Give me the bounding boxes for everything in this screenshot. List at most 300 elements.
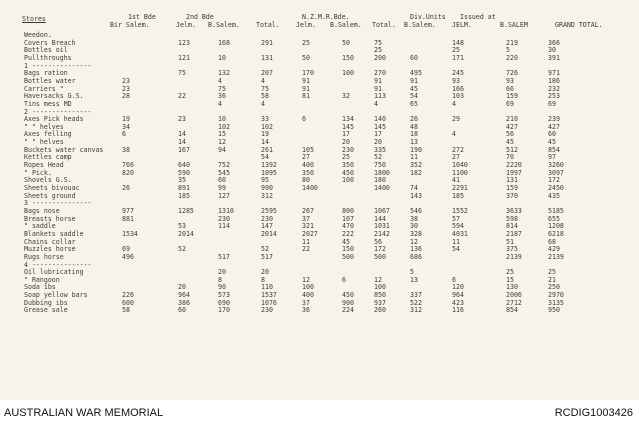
table-cell: 38 xyxy=(122,145,130,154)
table-cell: 6 xyxy=(452,275,456,284)
table-cell: 140 xyxy=(374,115,386,124)
table-cell: 312 xyxy=(261,191,273,200)
table-cell: 131 xyxy=(261,53,273,62)
grand-total-heading: GRAND TOTAL. xyxy=(555,21,603,29)
table-cell: 25 xyxy=(506,268,514,277)
table-cell: 250 xyxy=(548,283,560,292)
archive-id: RCDIG1003426 xyxy=(554,407,633,419)
table-cell: 752 xyxy=(218,161,230,170)
table-cell: 977 xyxy=(122,206,134,215)
table-cell: 57 xyxy=(452,214,460,223)
table-cell: 170 xyxy=(218,306,230,315)
table-cell: 8 xyxy=(218,275,222,284)
table-cell: 950 xyxy=(548,306,560,315)
table-cell: 4 xyxy=(261,76,265,85)
table-cell: 200 xyxy=(374,53,386,62)
table-cell: 260 xyxy=(374,306,386,315)
table-cell: 230 xyxy=(261,306,273,315)
table-cell: 48 xyxy=(410,122,418,131)
table-cell: 29 xyxy=(452,115,460,124)
table-cell: 75 xyxy=(374,38,382,47)
table-cell: 56 xyxy=(374,237,382,246)
table-cell: 386 xyxy=(178,298,190,307)
table-cell: 26 xyxy=(410,115,418,124)
table-cell: 4 xyxy=(218,99,222,108)
table-cell: 99 xyxy=(218,184,226,192)
table-cell: 12 xyxy=(218,138,226,147)
table-cell: 150 xyxy=(342,245,354,254)
table-cell: 3260 xyxy=(548,161,564,170)
row-label: Shovels G.S. xyxy=(24,176,72,185)
row-label: Carriers " xyxy=(24,84,64,93)
table-cell: 21 xyxy=(548,275,556,284)
table-cell: 820 xyxy=(122,168,134,177)
table-cell: 230 xyxy=(342,145,354,154)
table-cell: 91 xyxy=(302,84,310,93)
table-cell: 5 xyxy=(410,268,414,277)
table-cell: 590 xyxy=(178,168,190,177)
column-header: B.Salem. xyxy=(330,21,362,29)
table-cell: 2006 xyxy=(506,291,522,300)
table-cell: 66 xyxy=(506,84,514,93)
row-label: Breasts horse xyxy=(24,214,76,223)
row-label: 4 --------------- xyxy=(24,260,92,269)
table-cell: 36 xyxy=(218,92,226,101)
table-cell: 93 xyxy=(452,76,460,85)
table-cell: 105 xyxy=(302,145,314,154)
row-label: 3 --------------- xyxy=(24,199,92,208)
row-label: Bags ration xyxy=(24,69,68,78)
table-cell: 350 xyxy=(302,168,314,177)
table-cell: 1031 xyxy=(374,222,390,231)
table-cell: 6 xyxy=(302,115,306,124)
table-cell: 32 xyxy=(342,92,350,101)
table-cell: 400 xyxy=(302,291,314,300)
table-cell: 545 xyxy=(218,168,230,177)
table-cell: 65 xyxy=(410,99,418,108)
row-label: Buckets water canvas xyxy=(24,145,104,154)
table-cell: 6 xyxy=(122,130,126,139)
table-cell: 91 xyxy=(410,76,418,85)
table-cell: 68 xyxy=(548,237,556,246)
table-cell: 120 xyxy=(452,283,464,292)
table-cell: 726 xyxy=(506,69,518,78)
table-cell: 891 xyxy=(178,184,190,192)
table-cell: 8 xyxy=(261,275,265,284)
table-cell: 2970 xyxy=(548,291,564,300)
table-cell: 375 xyxy=(506,245,518,254)
row-label: Ropes Head xyxy=(24,161,64,170)
table-cell: 53 xyxy=(178,222,186,231)
table-cell: 854 xyxy=(548,145,560,154)
table-cell: 95 xyxy=(261,176,269,185)
table-cell: 45 xyxy=(506,138,514,147)
table-cell: 814 xyxy=(506,222,518,231)
table-cell: 766 xyxy=(122,161,134,170)
table-cell: 60 xyxy=(410,53,418,62)
table-cell: 1537 xyxy=(261,291,277,300)
table-cell: 2187 xyxy=(506,229,522,238)
row-label: Soda ibs xyxy=(24,283,56,292)
table-cell: 20 xyxy=(218,268,226,277)
table-cell: 2595 xyxy=(261,206,277,215)
table-cell: 1310 xyxy=(218,206,234,215)
row-label: Covers Breach xyxy=(24,38,76,47)
table-cell: 224 xyxy=(342,306,354,315)
table-cell: 27 xyxy=(452,153,460,162)
table-cell: 168 xyxy=(218,38,230,47)
table-cell: 145 xyxy=(374,122,386,131)
table-cell: 2014 xyxy=(261,229,277,238)
table-cell: 20 xyxy=(178,283,186,292)
table-cell: 937 xyxy=(374,298,386,307)
table-cell: 750 xyxy=(374,161,386,170)
table-cell: 10 xyxy=(218,53,226,62)
table-cell: 11 xyxy=(410,153,418,162)
row-label: " Rangoon xyxy=(24,275,60,284)
table-cell: 12 xyxy=(302,275,310,284)
table-cell: 429 xyxy=(548,245,560,254)
table-cell: 25 xyxy=(548,268,556,277)
div-units-heading: Div.Units xyxy=(410,13,446,21)
table-cell: 598 xyxy=(506,214,518,223)
table-cell: 1100 xyxy=(452,168,468,177)
table-cell: 91 xyxy=(374,76,382,85)
table-cell: 80 xyxy=(302,176,310,185)
row-label: Chains collar xyxy=(24,237,76,246)
table-cell: 56 xyxy=(506,130,514,139)
row-label: Blankets saddle xyxy=(24,229,84,238)
table-cell: 54 xyxy=(452,245,460,254)
table-cell: 4 xyxy=(218,76,222,85)
table-cell: 170 xyxy=(302,69,314,78)
table-cell: 102 xyxy=(261,122,273,131)
archive-credit: AUSTRALIAN WAR MEMORIAL xyxy=(4,407,164,419)
table-cell: 655 xyxy=(548,214,560,223)
table-cell: 25 xyxy=(342,153,350,162)
table-cell: 30 xyxy=(410,222,418,231)
row-label: Sheets bivouac xyxy=(24,184,80,192)
table-cell: 3633 xyxy=(506,206,522,215)
table-cell: 11 xyxy=(452,237,460,246)
table-cell: 850 xyxy=(374,291,386,300)
table-cell: 470 xyxy=(342,222,354,231)
table-cell: 93 xyxy=(506,76,514,85)
table-cell: 366 xyxy=(548,38,560,47)
table-cell: 15 xyxy=(218,130,226,139)
table-cell: 22 xyxy=(178,92,186,101)
table-cell: 1067 xyxy=(374,206,390,215)
table-cell: 69 xyxy=(506,99,514,108)
table-cell: 27 xyxy=(302,153,310,162)
second-bde-heading: 2nd Bde xyxy=(186,13,214,21)
table-cell: 37 xyxy=(302,298,310,307)
table-cell: 964 xyxy=(178,291,190,300)
issued-at-heading: Issued at xyxy=(460,13,496,21)
row-label: 1 --------------- xyxy=(24,61,92,70)
table-cell: 186 xyxy=(548,76,560,85)
table-cell: 219 xyxy=(506,38,518,47)
table-cell: 427 xyxy=(506,122,518,131)
column-header: B.Salem. xyxy=(404,21,436,29)
row-label: Rugs horse xyxy=(24,252,64,261)
table-cell: 226 xyxy=(122,291,134,300)
table-cell: 423 xyxy=(452,298,464,307)
column-header: JELM. xyxy=(452,21,472,29)
row-label: Kettles camp xyxy=(24,153,72,162)
table-cell: 41 xyxy=(452,176,460,185)
table-cell: 350 xyxy=(342,161,354,170)
table-cell: 20 xyxy=(342,138,350,147)
table-cell: 4 xyxy=(452,130,456,139)
table-cell: 546 xyxy=(410,206,422,215)
table-cell: 45 xyxy=(342,237,350,246)
row-label: Dubbing ibs xyxy=(24,298,68,307)
table-cell: 594 xyxy=(452,222,464,231)
table-cell: 130 xyxy=(506,283,518,292)
table-cell: 13 xyxy=(410,275,418,284)
table-cell: 13 xyxy=(410,138,418,147)
table-cell: 291 xyxy=(261,38,273,47)
row-label: Bottles oil xyxy=(24,46,68,55)
table-cell: 17 xyxy=(374,130,382,139)
table-cell: 4 xyxy=(261,99,265,108)
row-label: " saddle xyxy=(24,222,56,231)
table-cell: 881 xyxy=(122,214,134,223)
table-cell: 5185 xyxy=(548,206,564,215)
table-cell: 185 xyxy=(178,191,190,200)
table-cell: 1534 xyxy=(122,229,138,238)
table-cell: 100 xyxy=(342,69,354,78)
row-label: Oil lubricating xyxy=(24,268,84,277)
table-cell: 22 xyxy=(302,245,310,254)
table-cell: 70 xyxy=(506,153,514,162)
table-cell: 10 xyxy=(218,115,226,124)
table-cell: 253 xyxy=(548,92,560,101)
table-cell: 143 xyxy=(410,191,422,200)
table-cell: 172 xyxy=(548,176,560,185)
table-cell: 23 xyxy=(122,76,130,85)
table-cell: 20 xyxy=(374,138,382,147)
table-cell: 370 xyxy=(506,191,518,200)
table-cell: 19 xyxy=(261,130,269,139)
table-cell: 640 xyxy=(178,161,190,170)
table-cell: 30 xyxy=(548,46,556,55)
row-label: Grease sale xyxy=(24,306,68,315)
table-cell: 12 xyxy=(410,237,418,246)
table-cell: 69 xyxy=(122,245,130,254)
stores-heading: Stores xyxy=(22,15,46,23)
table-cell: 113 xyxy=(374,92,386,101)
table-cell: 450 xyxy=(342,291,354,300)
table-cell: 245 xyxy=(452,69,464,78)
table-cell: 391 xyxy=(548,53,560,62)
row-label: " Pick. xyxy=(24,168,52,177)
column-header: Jelm. xyxy=(296,21,316,29)
table-cell: 136 xyxy=(410,245,422,254)
table-cell: 2027 xyxy=(302,229,318,238)
column-header: Total. xyxy=(256,21,280,29)
table-cell: 127 xyxy=(218,191,230,200)
table-cell: 1208 xyxy=(548,222,564,231)
table-cell: 990 xyxy=(261,184,273,192)
table-cell: 23 xyxy=(122,84,130,93)
table-cell: 52 xyxy=(178,245,186,254)
table-cell: 148 xyxy=(452,38,464,47)
table-cell: 854 xyxy=(506,306,518,315)
first-bde-heading: 1st Bde xyxy=(128,13,156,21)
table-cell: 110 xyxy=(261,283,273,292)
table-cell: 60 xyxy=(548,130,556,139)
table-cell: 435 xyxy=(548,191,560,200)
row-label: Pullthroughs xyxy=(24,53,72,62)
column-header: B.SALEM xyxy=(500,21,528,29)
table-cell: 38 xyxy=(410,214,418,223)
table-cell: 116 xyxy=(452,306,464,315)
table-cell: 427 xyxy=(548,122,560,131)
table-cell: 512 xyxy=(506,145,518,154)
table-cell: 2291 xyxy=(452,184,468,192)
table-cell: 964 xyxy=(452,291,464,300)
table-cell: 23 xyxy=(178,115,186,124)
table-cell: 52 xyxy=(261,245,269,254)
table-cell: 97 xyxy=(548,153,556,162)
table-cell: 6 xyxy=(342,275,346,284)
table-cell: 20 xyxy=(261,268,269,277)
table-cell: 2139 xyxy=(506,252,522,261)
table-cell: 100 xyxy=(302,283,314,292)
table-cell: 230 xyxy=(261,214,273,223)
table-cell: 14 xyxy=(178,138,186,147)
table-cell: 45 xyxy=(548,138,556,147)
table-cell: 25 xyxy=(452,46,460,55)
table-cell: 11 xyxy=(302,237,310,246)
table-cell: 500 xyxy=(342,252,354,261)
table-cell: 450 xyxy=(342,168,354,177)
table-cell: 159 xyxy=(506,92,518,101)
table-cell: 60 xyxy=(178,306,186,315)
row-label: " " helves xyxy=(24,122,64,131)
table-cell: 182 xyxy=(410,168,422,177)
table-cell: 102 xyxy=(218,122,230,131)
nzmr-bde-heading: N.Z.M.R.Bde. xyxy=(302,13,350,21)
table-cell: 131 xyxy=(506,176,518,185)
row-label: Haversacks G.S. xyxy=(24,92,84,101)
table-cell: 75 xyxy=(218,84,226,93)
row-label: Bottles water xyxy=(24,76,76,85)
table-cell: 4 xyxy=(452,99,456,108)
table-cell: 75 xyxy=(261,84,269,93)
table-cell: 172 xyxy=(374,245,386,254)
table-cell: 50 xyxy=(302,53,310,62)
table-cell: 522 xyxy=(410,298,422,307)
row-label: Axes Pick heads xyxy=(24,115,84,124)
table-cell: 18 xyxy=(410,130,418,139)
column-header: Total. xyxy=(372,21,396,29)
table-cell: 352 xyxy=(410,161,422,170)
table-cell: 4 xyxy=(374,99,378,108)
table-cell: 222 xyxy=(342,229,354,238)
table-cell: 400 xyxy=(302,161,314,170)
column-header: Bir Salem. xyxy=(110,21,150,29)
row-label: Bags nose xyxy=(24,206,60,215)
table-cell: 2014 xyxy=(178,229,194,238)
table-cell: 230 xyxy=(218,214,230,223)
table-cell: 1392 xyxy=(261,161,277,170)
table-cell: 171 xyxy=(452,53,464,62)
table-cell: 25 xyxy=(374,46,382,55)
table-cell: 28 xyxy=(122,92,130,101)
table-cell: 35 xyxy=(178,176,186,185)
table-cell: 1997 xyxy=(506,168,522,177)
table-cell: 180 xyxy=(374,176,386,185)
table-cell: 600 xyxy=(122,298,134,307)
table-cell: 54 xyxy=(261,153,269,162)
table-cell: 50 xyxy=(342,38,350,47)
table-cell: 58 xyxy=(122,306,130,315)
table-cell: 185 xyxy=(452,191,464,200)
table-cell: 495 xyxy=(410,69,422,78)
table-cell: 75 xyxy=(178,69,186,78)
table-cell: 1400 xyxy=(374,184,390,192)
table-cell: 1076 xyxy=(261,298,277,307)
table-cell: 1800 xyxy=(374,168,390,177)
table-cell: 74 xyxy=(410,184,418,192)
table-cell: 123 xyxy=(178,38,190,47)
table-cell: 103 xyxy=(452,92,464,101)
table-cell: 335 xyxy=(374,145,386,154)
table-cell: 2139 xyxy=(548,252,564,261)
table-cell: 239 xyxy=(548,115,560,124)
table-cell: 91 xyxy=(374,84,382,93)
table-cell: 144 xyxy=(374,214,386,223)
table-cell: 36 xyxy=(302,306,310,315)
table-cell: 14 xyxy=(261,138,269,147)
table-cell: 132 xyxy=(218,69,230,78)
row-label: Sheets ground xyxy=(24,191,76,200)
table-cell: 5 xyxy=(506,46,510,55)
table-cell: 134 xyxy=(342,115,354,124)
table-cell: 496 xyxy=(122,252,134,261)
row-label: Weedon. xyxy=(24,31,52,39)
table-cell: 15 xyxy=(506,275,514,284)
table-cell: 167 xyxy=(178,145,190,154)
table-cell: 686 xyxy=(410,252,422,261)
column-header: B.Salem. xyxy=(208,21,240,29)
table-cell: 2450 xyxy=(548,184,564,192)
table-cell: 69 xyxy=(548,99,556,108)
row-label: Axes felling xyxy=(24,130,72,139)
table-cell: 1285 xyxy=(178,206,194,215)
row-label: Soap yellow bars xyxy=(24,291,88,300)
row-label: Tins mess MD xyxy=(24,99,72,108)
table-cell: 500 xyxy=(374,252,386,261)
table-cell: 58 xyxy=(261,92,269,101)
table-cell: 33 xyxy=(261,115,269,124)
table-cell: 337 xyxy=(410,291,422,300)
table-cell: 232 xyxy=(548,84,560,93)
table-cell: 517 xyxy=(218,252,230,261)
table-cell: 12 xyxy=(374,275,382,284)
table-cell: 107 xyxy=(342,214,354,223)
table-cell: 3135 xyxy=(548,298,564,307)
table-cell: 150 xyxy=(342,53,354,62)
table-cell: 26 xyxy=(122,184,130,192)
table-cell: 2712 xyxy=(506,298,522,307)
table-cell: 220 xyxy=(506,53,518,62)
table-cell: 1552 xyxy=(452,206,468,215)
table-cell: 272 xyxy=(452,145,464,154)
